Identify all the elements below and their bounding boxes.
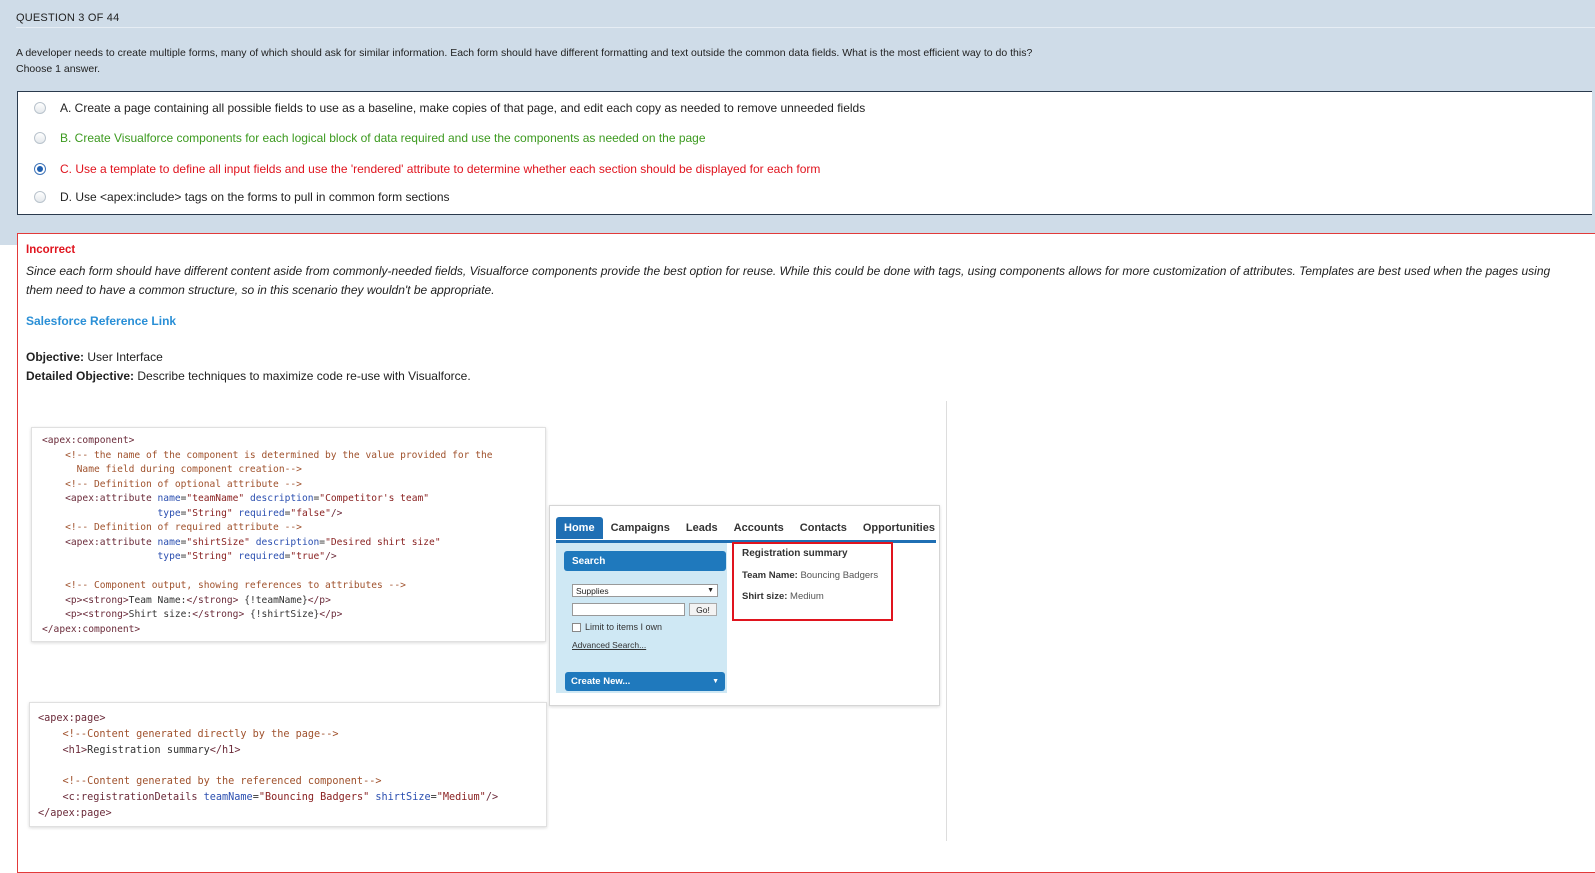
answer-option-a[interactable] (34, 98, 865, 118)
answer-option-b[interactable] (34, 128, 706, 148)
limit-checkbox[interactable] (572, 623, 581, 632)
component-code-line: type="String" required="true"/> (157, 551, 337, 562)
component-code-line: <!-- Component output, showing references to attributes --> (42, 580, 406, 591)
question-header (0, 0, 1595, 245)
reference-link[interactable]: Salesforce Reference Link (26, 314, 177, 328)
component-code-line: <!-- Definition of optional attribute --> (42, 478, 302, 490)
component-code-line (42, 565, 545, 580)
shirt-size-label: Shirt size: (742, 591, 788, 602)
question-text-block (16, 45, 1032, 77)
tab-home[interactable]: Home (556, 517, 603, 539)
component-code-line: type="String" required="false"/> (157, 507, 343, 519)
page-code-line: <!--Content generated directly by the page--> (38, 728, 339, 740)
chevron-down-icon: ▼ (707, 587, 714, 594)
team-name-row (742, 570, 878, 581)
question-counter: QUESTION 3 OF 44 (16, 12, 120, 24)
search-input[interactable] (572, 603, 685, 616)
component-code-line: <apex:component> (42, 435, 135, 446)
team-name-label: Team Name: (742, 570, 798, 581)
salesforce-preview (549, 505, 940, 706)
component-code-line: Name field during component creation--> (42, 464, 302, 475)
detailed-objective-label: Detailed Objective: (26, 369, 135, 383)
page-code-line: <apex:page> (38, 713, 106, 724)
question-instruction: Choose 1 answer. (16, 63, 101, 75)
answer-list (17, 91, 1592, 215)
radio-option-a[interactable] (34, 102, 46, 114)
answer-label-a: A. Create a page containing all possible fields to use as a baseline, make copies of that page, and edit each copy as needed to remove unneeded fields (60, 101, 866, 115)
page-code-line: <!--Content generated by the referenced component--> (38, 776, 382, 788)
sidebar (556, 543, 727, 693)
salesforce-tab-bar (556, 516, 943, 540)
answer-label-c: C. Use a template to define all input fields and use the 'rendered' attribute to determine whether each section should be displayed for each form (60, 162, 821, 176)
answer-option-d[interactable] (34, 187, 450, 207)
limit-label: Limit to items I own (585, 622, 663, 632)
shirt-size-value: Medium (790, 591, 824, 602)
component-code-line: <!-- the name of the component is determined by the value provided for the (42, 449, 493, 461)
caret-down-icon: ▼ (712, 678, 719, 685)
go-button[interactable]: Go! (689, 603, 717, 616)
page-code-line (38, 758, 546, 774)
feedback-explanation: Since each form should have different content aside from commonly-needed fields, Visualforce components provide the best option for reuse. While this could be done with tags, using components allows for more customization of attributes. Templates are best used when the pages using them need to have a common structure, so in this scenario they wouldn't be appropriate. (26, 264, 1551, 297)
component-code-sample (31, 427, 546, 642)
page-code-sample (29, 702, 547, 827)
tab-accounts[interactable]: Accounts (733, 522, 784, 534)
radio-option-c[interactable] (34, 163, 46, 175)
create-new-label: Create New... (571, 676, 631, 687)
image-area-divider (946, 401, 947, 841)
detailed-objective-value: Describe techniques to maximize code re-use with Visualforce. (137, 369, 471, 383)
radio-option-d[interactable] (34, 191, 46, 203)
search-header: Search (564, 551, 726, 571)
search-scope-select[interactable] (572, 584, 718, 597)
page-code-line: <h1>Registration summary</h1> (62, 744, 241, 756)
component-code-line: <apex:attribute name="teamName" description="Competitor's team" (65, 493, 430, 504)
team-name-value: Bouncing Badgers (800, 570, 879, 581)
tab-contacts[interactable]: Contacts (799, 522, 847, 534)
feedback-status: Incorrect (26, 244, 76, 256)
objective-row (26, 350, 163, 364)
detailed-objective-row (26, 369, 471, 383)
objective-label: Objective: (26, 350, 85, 364)
advanced-search-link[interactable]: Advanced Search... (572, 640, 647, 650)
header-divider (16, 27, 1595, 28)
answer-label-d: D. Use <apex:include> tags on the forms to pull in common form sections (60, 190, 450, 204)
component-code-line: <apex:attribute name="shirtSize" description="Desired shirt size" (65, 536, 441, 548)
objective-value: User Interface (87, 350, 163, 364)
tab-opportunities[interactable]: Opportunities (862, 522, 935, 534)
component-code-line: <p><strong>Shirt size:</strong> {!shirtSize}</p> (65, 609, 343, 620)
create-new-button[interactable] (565, 672, 725, 691)
page-code-line: <c:registrationDetails teamName="Bouncing Badgers" shirtSize="Medium"/> (62, 791, 499, 803)
search-scope-value: Supplies (576, 585, 609, 596)
limit-option[interactable] (572, 622, 662, 632)
component-code-line: </apex:component> (42, 623, 141, 635)
registration-summary-box (732, 542, 893, 621)
radio-option-b[interactable] (34, 132, 46, 144)
shirt-size-row (742, 591, 824, 602)
registration-title: Registration summary (742, 548, 848, 559)
tab-campaigns[interactable]: Campaigns (610, 522, 670, 534)
answer-label-b: B. Create Visualforce components for each logical block of data required and use the components as needed on the page (60, 131, 706, 145)
component-code-line: <!-- Definition of required attribute --> (42, 522, 302, 533)
tab-leads[interactable]: Leads (685, 522, 718, 534)
page-code-line: </apex:page> (38, 807, 112, 819)
question-text: A developer needs to create multiple forms, many of which should ask for similar information. Each form should have different formatting and text outside the common data fields. What is the most efficient way to do this? (16, 47, 1033, 59)
component-code-line: <p><strong>Team Name:</strong> {!teamName}</p> (65, 594, 331, 606)
answer-option-c[interactable] (34, 159, 820, 179)
